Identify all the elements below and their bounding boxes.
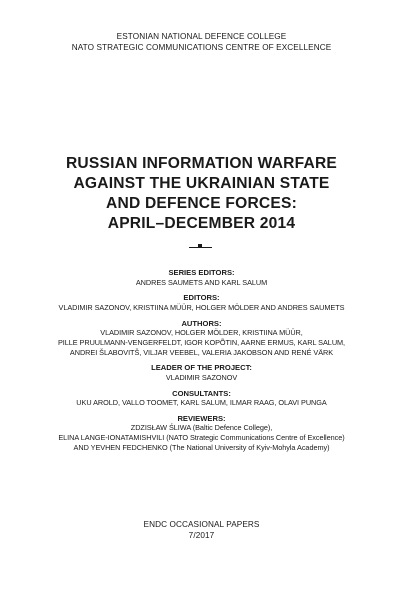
credits [0, 268, 403, 459]
series-number: 7/2017 [188, 531, 215, 540]
title-line-4: APRIL–DECEMBER 2014 [107, 215, 296, 232]
authors-names-1: VLADIMIR SAZONOV, HOLGER MÖLDER, KRISTIINA MÜÜR, [100, 328, 303, 338]
series-editors-heading: SERIES EDITORS: [168, 268, 235, 277]
reviewer-2: ELINA LANGE-IONATAMISHVILI (NATO Strategic Communications Centre of Excellence) [58, 433, 345, 443]
authors-block [0, 319, 403, 358]
consultants-heading: CONSULTANTS: [172, 388, 231, 398]
leader-block [0, 363, 403, 382]
title-line-3: AND DEFENCE FORCES: [106, 195, 297, 212]
consultants-names: UKU AROLD, VALLO TOOMET, KARL SALUM, ILMAR RAAG, OLAVI PUNGA [76, 398, 327, 408]
reviewer-1: ZDZISŁAW ŚLIWA (Baltic Defence College), [130, 423, 273, 433]
authors-names-2: PILLE PRUULMANN-VENGERFELDT, IGOR KOPÕTIN, AARNE ERMUS, KARL SALUM, [57, 337, 346, 347]
reviewers-block [0, 414, 403, 453]
editors-block [0, 293, 403, 312]
institution-header [0, 31, 403, 53]
series-editors-block [0, 268, 403, 287]
leader-name: VLADIMIR SAZONOV [165, 372, 238, 382]
reviewer-3: AND YEVHEN FEDCHENKO (The National University of Kyiv-Mohyla Academy) [73, 442, 330, 452]
editors-names: VLADIMIR SAZONOV, KRISTIINA MÜÜR, HOLGER MÖLDER AND ANDRES SAUMETS [58, 302, 345, 312]
authors-names-3: ANDREI ŠLABOVITŠ, VILJAR VEEBEL, VALERIA JAKOBSON AND RENÉ VÄRK [69, 347, 334, 357]
authors-heading: AUTHORS: [181, 318, 222, 328]
editors-heading: EDITORS: [183, 293, 220, 303]
institution-name-1: ESTONIAN NATIONAL DEFENCE COLLEGE [116, 32, 287, 41]
title-line-1: RUSSIAN INFORMATION WARFARE [65, 155, 338, 172]
series-name: ENDC OCCASIONAL PAPERS [143, 520, 260, 529]
reviewers-heading: REVIEWERS: [177, 413, 226, 423]
series-footer [0, 519, 403, 541]
leader-heading: LEADER OF THE PROJECT: [151, 363, 252, 373]
document-title [0, 154, 403, 234]
consultants-block [0, 389, 403, 408]
institution-name-2: NATO STRATEGIC COMMUNICATIONS CENTRE OF EXCELLENCE [71, 43, 332, 52]
series-editors-names: ANDRES SAUMETS AND KARL SALUM [135, 277, 268, 287]
title-line-2: AGAINST THE UKRAINIAN STATE [73, 175, 330, 192]
separator-square [198, 244, 202, 248]
title-separator [189, 245, 212, 248]
